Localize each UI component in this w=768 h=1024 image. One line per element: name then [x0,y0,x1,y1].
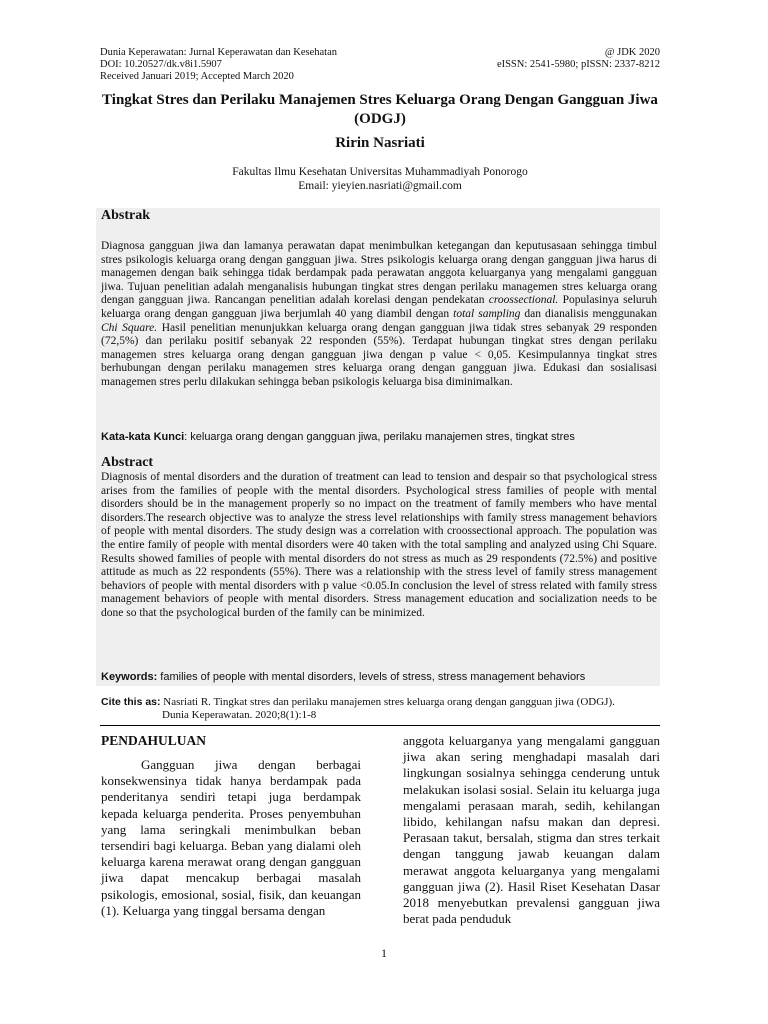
affiliation-block [100,165,660,193]
section-heading: PENDAHULUAN [101,733,207,748]
cite-label: Cite this as: [101,696,161,708]
journal-name: Dunia Keperawatan: Jurnal Keperawatan dan Kesehatan [100,47,338,58]
abstract-heading: Abstract [101,455,154,470]
abstrak-text: Diagnosa gangguan jiwa dan lamanya perawatan dapat menimbulkan ketegangan dan keputusasaan sehingga timbul stres psikologis keluarga orang dengan gangguan jiwa. Stres psikologis keluarga orang dengan gangguan jiwa harus di managemen dengan baik sehingga tidak berdampak pada perawatan anggota keluarganya yang mengalami gangguan jiwa. Tujuan penelitian adalah menganalisis hubungan tingkat stres dengan perilaku managemen stres keluarga orang dengan gangguan jiwa. Rancangan penelitian adalah korelasi dengan pendekatan croossectional. Populasinya seluruh keluarga orang dengan gangguan jiwa berjumlah 40 yang diambil dengan total sampling dan dianalisis menggunakan Chi Square. Hasil penelitian menunjukkan keluarga orang dengan gangguan jiwa tidak stres sebanyak 29 responden (72,5%) dan perilaku positif sebanyak 22 responden (55%). Terdapat hubungan tingkat stres dengan perilaku managemen stres keluarga orang dengan gangguan jiwa dengan p value < 0,05. Kesimpulannya tingkat stres berhubungan dengan perilaku managemen stres keluarga orang dengan gangguan jiwa. Edukasi dan sosialisasi managemen stres perlu dilakukan sehingga beban psikologis keluarga bisa diminimalkan. [101,240,657,388]
abstract-text: Diagnosis of mental disorders and the duration of treatment can lead to tension and despair so that psychological stress arises from the families of people with the mental disorders. Psychological stress families of people with mental disorders should be in the management properly so no impact on the treatment of family members who have mental disorders.The research objective was to analyze the stress level relationships with family stress management behaviors of people with mental disorders. The study design was a correlation with croossectional approach. The population was the entire family of people with mental disorders were 40 taken with the total sampling and analyzed using Chi Square. Results showed families of people with mental disorders do not stress as much as 29 respondents (72.5%) and positive attitude as much as 22 respondents (55%). There was a relationship with the stress level of family stress management behaviors of people with mental disorders with p value <0.05.In conclusion the level of stress related with family stress management behaviors of people with mental disorders. Stress management education and socialization needs to be done so that the psychological burden of the family can be minimized. [101,471,657,619]
email: Email: yieyien.nasriati@gmail.com [298,180,462,192]
kata-kunci [101,430,657,444]
doi: DOI: 10.20527/dk.v8i1.5907 [100,59,222,70]
kata-kunci-text: : keluarga orang dengan gangguan jiwa, perilaku manajemen stres, tingkat stres [184,431,575,443]
abstrak-emphasis: total sampling [453,307,521,320]
author-name: Ririn Nasriati [335,135,425,151]
citation [101,696,615,722]
cite-line-1: Nasriati R. Tingkat stres dan perilaku manajemen stres keluarga orang dengan gangguan jiwa (ODGJ). [160,696,615,708]
kata-kunci-label: Kata-kata Kunci [101,431,185,443]
keywords-label: Keywords: [101,671,158,683]
abstrak-emphasis: croossectional. [488,294,559,307]
page-number: 1 [381,946,387,960]
affiliation: Fakultas Ilmu Kesehatan Universitas Muhammadiyah Ponorogo [232,166,528,178]
issn: eISSN: 2541-5980; pISSN: 2337-8212 [496,59,660,70]
paper-title: Tingkat Stres dan Perilaku Manajemen Stres Keluarga Orang Dengan Gangguan Jiwa (ODGJ) [102,92,658,127]
received-date: Received Januari 2019; Accepted March 2020 [100,71,294,82]
cite-line-2: Dunia Keperawatan. 2020;8(1):1-8 [162,709,317,721]
abstrak-heading: Abstrak [101,208,151,223]
abstrak-emphasis: Chi Square. [101,321,158,334]
divider [100,725,660,726]
right-column-text: anggota keluarganya yang mengalami gangguan jiwa akan sering menghadapi masalah dari lingkungan sosialnya sehingga cenderung untuk melakukan isolasi sosial. Selain itu keluarga juga mengalami perasaan marah, sedih, kehilangan libido, kehilangan nafsu makan dan depresi. Perasaan takut, bersalah, stigma dan stres terkait dengan tanggung jawab keuangan dalam merawat anggota keluarganya yang mengalami gangguan jiwa (2). Hasil Riset Kesehatan Dasar 2018 menyebutkan prevalensi gangguan jiwa berat pada penduduk [403,733,660,927]
copyright: @ JDK 2020 [604,47,660,58]
left-column-text: Gangguan jiwa dengan berbagai konsekwensinya tidak hanya berdampak pada penderitanya sendiri tetapi juga berdampak kepada keluarga penderita. Proses penyembuhan yang lama seringkali menimbulkan beban tersendiri bagi keluarga. Beban yang dialami oleh keluarga karena merawat orang dengan gangguan jiwa dapat mencakup berbagai masalah psikologis, emosional, sosial, fisik, dan keuangan (1). Keluarga yang tinggal bersama dengan [101,757,361,918]
keywords-text: families of people with mental disorders, levels of stress, stress management behaviors [157,671,586,683]
keywords [101,670,657,684]
